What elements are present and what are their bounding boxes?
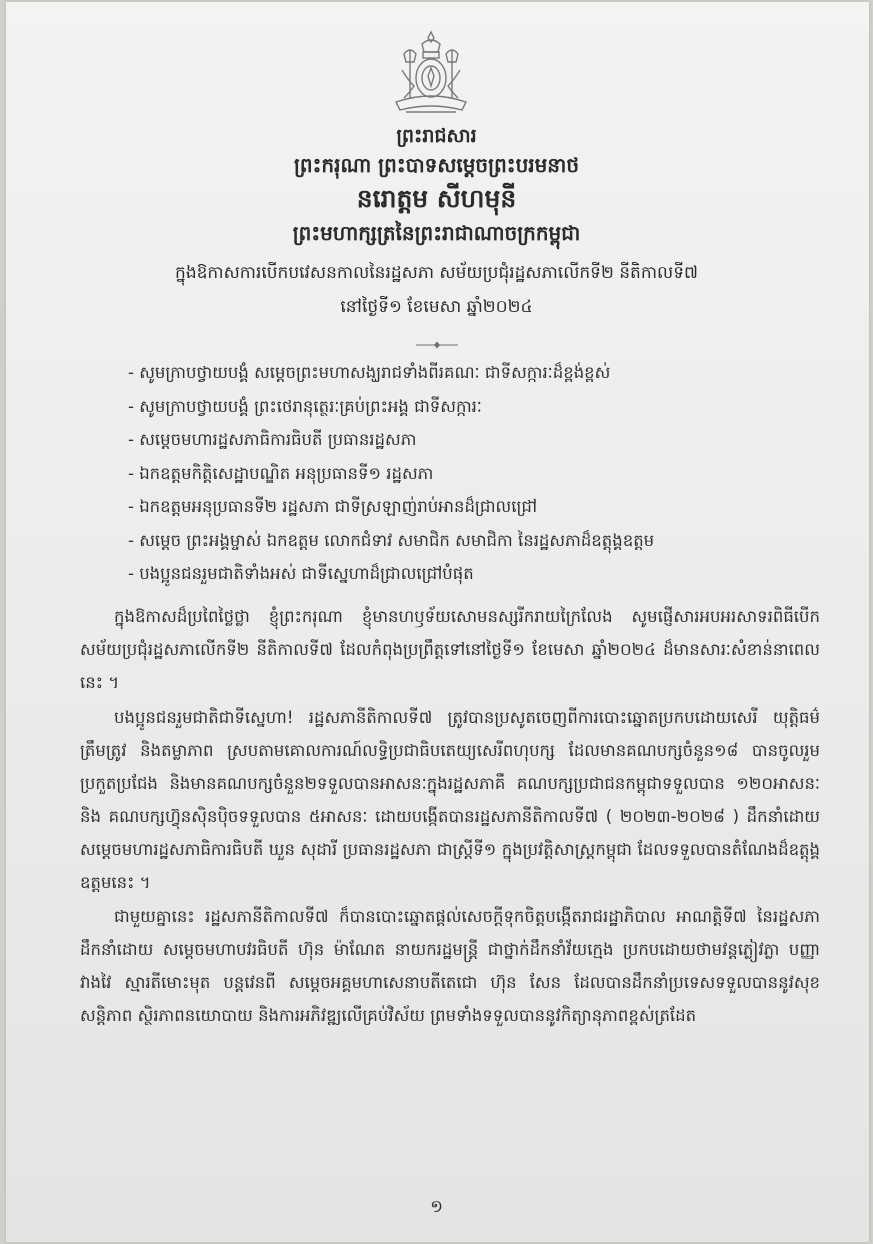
king-title-line: ព្រះមហាក្សត្រនៃព្រះរាជាណាចក្រកម្ពុជា: [292, 221, 581, 245]
date-line: នៅថ្ងៃទី១ ខែមេសា ឆ្នាំ២០២៤: [340, 297, 533, 317]
body-paragraph: ជាមួយគ្នានេះ រដ្ឋសភានីតិកាលទី៧ ក៏បានបោះឆ្នោតផ្ដល់សេចក្ដីទុកចិត្តបង្កើតរាជរដ្ឋាភិបាល អាណត្តិទី៧ នៃរដ្ឋសភា ដឹកនាំដោយ សម្ដេចមហាបវរធិបតី ហ៊ុន ម៉ាណែត នាយករដ្ឋមន្ត្រី ជាថ្នាក់ដឹកនាំវ័យក្មេង ប្រកបដោយថាមវន្តភ្លៀវភ្លា បញ្ញាវាងវៃ ស្មារតីមោះមុត បន្តវេនពី សម្ដេចអគ្គមហាសេនាបតីតេជោ ហ៊ុន សែន ដែលបានដឹកនាំប្រទេសទទួលបាននូវសុខសន្តិភាព ស្ថិរភាពនយោបាយ និងការអភិវឌ្ឍលើគ្រប់វិស័យ ព្រមទាំងទទួលបាននូវកិត្យានុភាពខ្ពស់ត្រដែត: [80, 907, 820, 1025]
greeting-item: - សម្ដេច ព្រះអង្គម្ចាស់ ឯកឧត្ដម លោកជំទាវ សមាជិក សមាជិកា នៃរដ្ឋសភាដ៏ឧត្ដុង្គឧត្ដម: [128, 530, 655, 550]
body-paragraph: ក្នុងឱកាសដ៏ប្រពៃថ្លៃថ្លា ខ្ញុំព្រះករុណា ខ្ញុំមានហឫទ័យសោមនស្សរីករាយក្រៃលែង សូមផ្ញើសារអបអរសាទរពិធីបើកសម័យប្រជុំរដ្ឋសភាលើកទី២ នីតិកាលទី៧ ដែលកំពុងប្រព្រឹត្តទៅនៅថ្ងៃទី១ ខែមេសា ឆ្នាំ២០២៤ ដ៏មានសារៈសំខាន់នាពេលនេះ ។: [80, 607, 820, 692]
occasion-line: ក្នុងឱកាសការបើកបវេសនកាលនៃរដ្ឋសភា សម័យប្រជុំរដ្ឋសភាលើកទី២ នីតិកាលទី៧: [175, 263, 698, 283]
greetings-list: [128, 356, 818, 591]
greeting-item: - សម្ដេចមហារដ្ឋសភាធិការធិបតី ប្រធានរដ្ឋសភា: [128, 430, 417, 449]
greeting-item: - ឯកឧត្ដមអនុប្រធានទី២ រដ្ឋសភា ជាទីស្រឡាញ់រាប់អានដ៏ជ្រាលជ្រៅ: [128, 497, 538, 516]
body-paragraph: បងប្អូនជនរួមជាតិជាទីស្នេហា! រដ្ឋសភានីតិកាលទី៧ ត្រូវបានប្រសូតចេញពីការបោះឆ្នោតប្រកបដោយសេរី យុត្តិធម៌ ត្រឹមត្រូវ និងតម្លាភាព ស្របតាមគោលការណ៍លទ្ធិប្រជាធិបតេយ្យសេរីពហុបក្ស ដែលមានគណបក្សចំនួន១៨ បានចូលរួមប្រកួតប្រជែង និងមានគណបក្សចំនួន២ទទួលបានអាសនៈក្នុងរដ្ឋសភាគឺ គណបក្សប្រជាជនកម្ពុជាទទួលបាន ១២០អាសនៈ និង គណបក្សហ៊្វុនស៊ិនប៉ិចទទួលបាន ៥អាសនៈ ដោយបង្កើតបានរដ្ឋសភានីតិកាលទី៧ ( ២០២៣-២០២៨ ) ដឹកនាំដោយសម្ដេចមហារដ្ឋសភាធិការធិបតី ឃួន សុដារី ប្រធានរដ្ឋសភា ជាស្ត្រីទី១ ក្នុងប្រវត្តិសាស្ត្រកម្ពុជា ដែលទទួលបានតំណែងដ៏ឧត្ដុង្គឧត្ដមនេះ ។: [80, 708, 820, 892]
king-name: នរោត្តម សីហមុនី: [356, 184, 517, 213]
greeting-item: - ឯកឧត្ដមកិត្តិសេដ្ឋាបណ្ឌិត អនុប្រធានទី១ រដ្ឋសភា: [128, 463, 434, 483]
greeting-item: - សូមក្រាបថ្វាយបង្គំ ព្រះថេរានុត្ថេរៈគ្រប់ព្រះអង្គ ជាទីសក្ការៈ: [128, 396, 482, 416]
divider-ornament-icon: [414, 341, 460, 349]
greeting-item: - សូមក្រាបថ្វាយបង្គំ សម្ដេចព្រះមហាសង្ឃរាជទាំងពីរគណៈ ជាទីសក្ការៈដ៏ខ្ពង់ខ្ពស់: [128, 363, 611, 382]
document-title: ព្រះរាជសារ: [396, 125, 477, 147]
royal-title-line: ព្រះករុណា ព្រះបាទសម្ដេចព្រះបរមនាថ: [293, 153, 580, 177]
royal-coat-of-arms-icon: [388, 28, 474, 118]
greeting-item: - បងប្អូនជនរួមជាតិទាំងអស់ ជាទីស្នេហាដ៏ជ្រាលជ្រៅបំផុត: [128, 564, 474, 583]
page-number: ១: [430, 1197, 443, 1217]
